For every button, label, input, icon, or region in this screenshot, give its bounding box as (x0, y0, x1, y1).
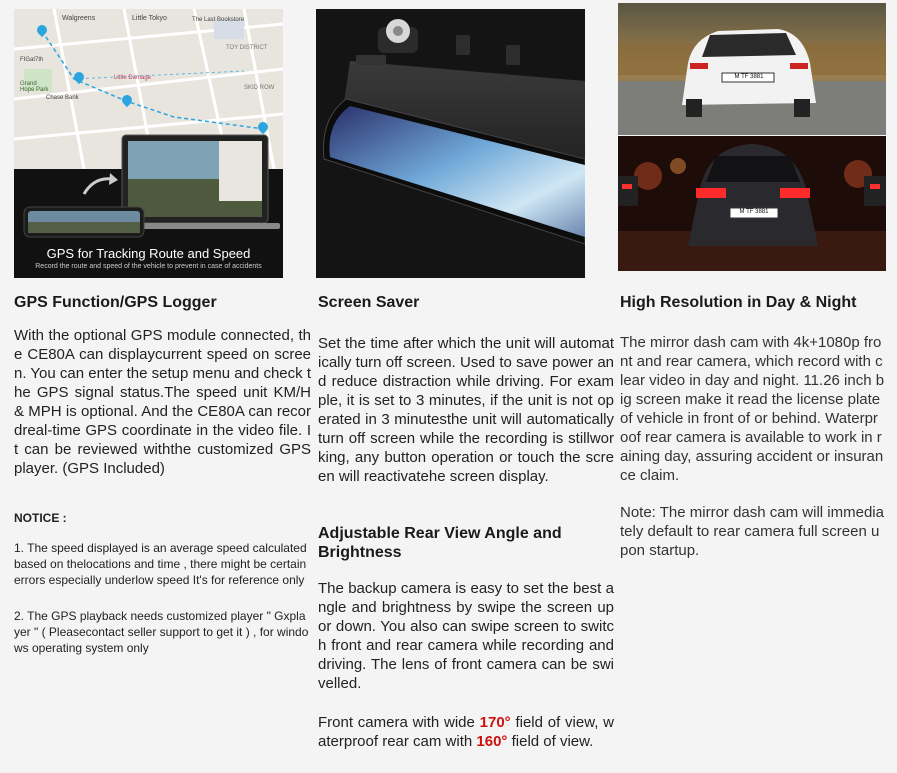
day-car-image (618, 3, 886, 135)
screen-saver-heading: Screen Saver (318, 294, 420, 311)
map-label: Walgreens (62, 15, 96, 22)
night-car-image (618, 136, 886, 271)
map-label: Little Damage (114, 75, 152, 81)
notice-item-1: 1. The speed displayed is an average speed calculated based on thelocations and time , there might be certain errors especially underlow speed It's for reference only (14, 541, 307, 587)
image-caption-sub: Record the route and speed of the vehicle to prevent in case of accidents (35, 263, 262, 270)
field-of-view-text (318, 713, 614, 751)
notice-item-2: 2. The GPS playback needs customized player " Gxplayer " ( Pleasecontact seller support to get it ) , for windows operating system only (14, 609, 309, 655)
front-angle-value: 170° (479, 714, 511, 731)
fov-text-part: field of view, waterproof rear cam with (318, 714, 614, 750)
map-label: FIGat7th (20, 57, 44, 63)
fov-text-part: field of view. (507, 733, 594, 750)
map-label: Chase Bank (46, 95, 79, 101)
screen-saver-image (316, 9, 585, 278)
map-label: TOY DISTRICT (226, 45, 268, 51)
gps-body: With the optional GPS module connected, the CE80A can displaycurrent speed on screen. You can enter the setup menu and check the GPS signal status.The speed unit KM/H & MPH is optional. And the CE80A can recordreal-time GPS coordinate in the video file. It can be reviewed withthe customized GPS player. (GPS Included) (14, 327, 311, 477)
gps-heading: GPS Function/GPS Logger (14, 294, 217, 311)
car-night-rain-illustration (618, 136, 886, 271)
map-label: The Last Bookstore (192, 17, 245, 23)
screen-saver-body: Set the time after which the unit will automatically turn off screen. Used to save power and reduce distraction while driving. For example, it is set to 3 minutes, if the unit is not operated in 3 minutesthe unit will automatically turn off screen while the recording is stillworking, any button operation or touch the screen will reactivatehe screen display. (318, 335, 614, 485)
map-label: Grand Hope Park (20, 81, 49, 93)
mirror-dashcam-illustration (316, 9, 585, 278)
rear-angle-value: 160° (476, 733, 508, 750)
map-label: Little Tokyo (132, 15, 167, 22)
image-caption-title: GPS for Tracking Route and Speed (46, 246, 251, 261)
license-plate: M TF 3881 (739, 209, 769, 215)
rear-view-body: The backup camera is easy to set the best angle and brightness by swipe the screen up or down. You also can swipe screen to switch front and rear camera while recording and driving. The lens of front camera can be swivelled. (318, 580, 614, 692)
white-car-day-illustration (618, 3, 886, 135)
resolution-body: The mirror dash cam with 4k+1080p front and rear camera, which record with clear video in day and night. 11.26 inch big screen make it read the license plate of vehicle in front of or behind. Waterproof rear camera is available to work in raining day, assuring accident or insurance claim. (620, 334, 885, 484)
license-plate: M TF 3881 (734, 74, 764, 80)
resolution-heading: High Resolution in Day & Night (620, 294, 857, 311)
map-label: SKID ROW (244, 85, 275, 91)
notice-label: NOTICE : (14, 511, 67, 525)
rear-view-heading: Adjustable Rear View Angle and Brightness (318, 525, 562, 561)
fov-text-part: Front camera with wide (318, 714, 480, 731)
gps-feature-image (14, 9, 283, 278)
startup-note: Note: The mirror dash cam will immediately default to rear camera full screen upon startup. (620, 504, 884, 559)
